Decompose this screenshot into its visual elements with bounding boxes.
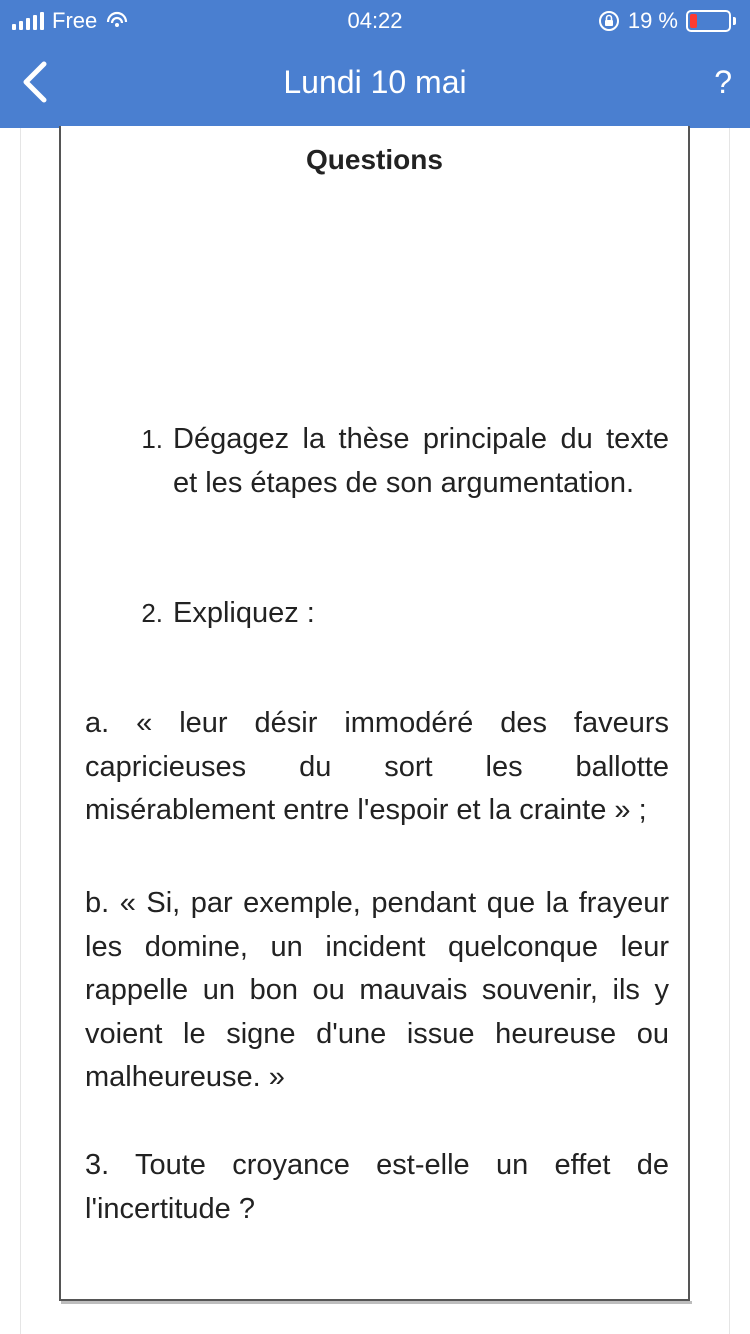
explanation-item-b: b. « Si, par exemple, pendant que la frayeur les domine, un incident quelconque leur rappelle un bon ou mauvais souvenir, ils y voient le signe d'une issue heureuse ou malheureuse. » xyxy=(85,887,669,1093)
question-1-text: Dégagez la thèse principale du texte et les étapes de son argumentation. xyxy=(173,423,669,499)
battery-level-fill xyxy=(690,14,697,28)
rotation-lock-icon xyxy=(598,10,620,32)
document-viewer[interactable] xyxy=(0,128,750,1334)
question-2-text: Expliquez : xyxy=(173,597,315,629)
document-page-shadow xyxy=(61,1301,692,1304)
status-bar xyxy=(0,0,750,40)
status-right xyxy=(598,8,736,34)
page-edge-right xyxy=(729,128,730,1334)
carrier-name: Free xyxy=(52,8,98,33)
document-page xyxy=(59,126,690,1301)
page-title: Lundi 10 mai xyxy=(283,64,467,100)
question-2-number: 2. xyxy=(141,598,163,628)
document-heading: Questions xyxy=(306,144,443,175)
explanation-item-a: a. « leur désir immodéré des faveurs capricieuses du sort les ballotte misérablement entre l'espoir et la crainte » ; xyxy=(85,707,669,826)
battery-percentage: 19 % xyxy=(627,8,678,33)
help-button[interactable]: ? xyxy=(714,64,732,100)
battery-icon xyxy=(686,10,736,32)
question-2 xyxy=(123,592,669,636)
question-3: 3. Toute croyance est-elle un effet de l'incertitude ? xyxy=(85,1149,669,1225)
question-1 xyxy=(123,418,669,505)
navigation-bar xyxy=(0,40,750,128)
top-bar xyxy=(0,0,750,128)
status-time: 04:22 xyxy=(347,8,403,33)
page-edge-left xyxy=(20,128,21,1334)
question-1-number: 1. xyxy=(141,424,163,454)
